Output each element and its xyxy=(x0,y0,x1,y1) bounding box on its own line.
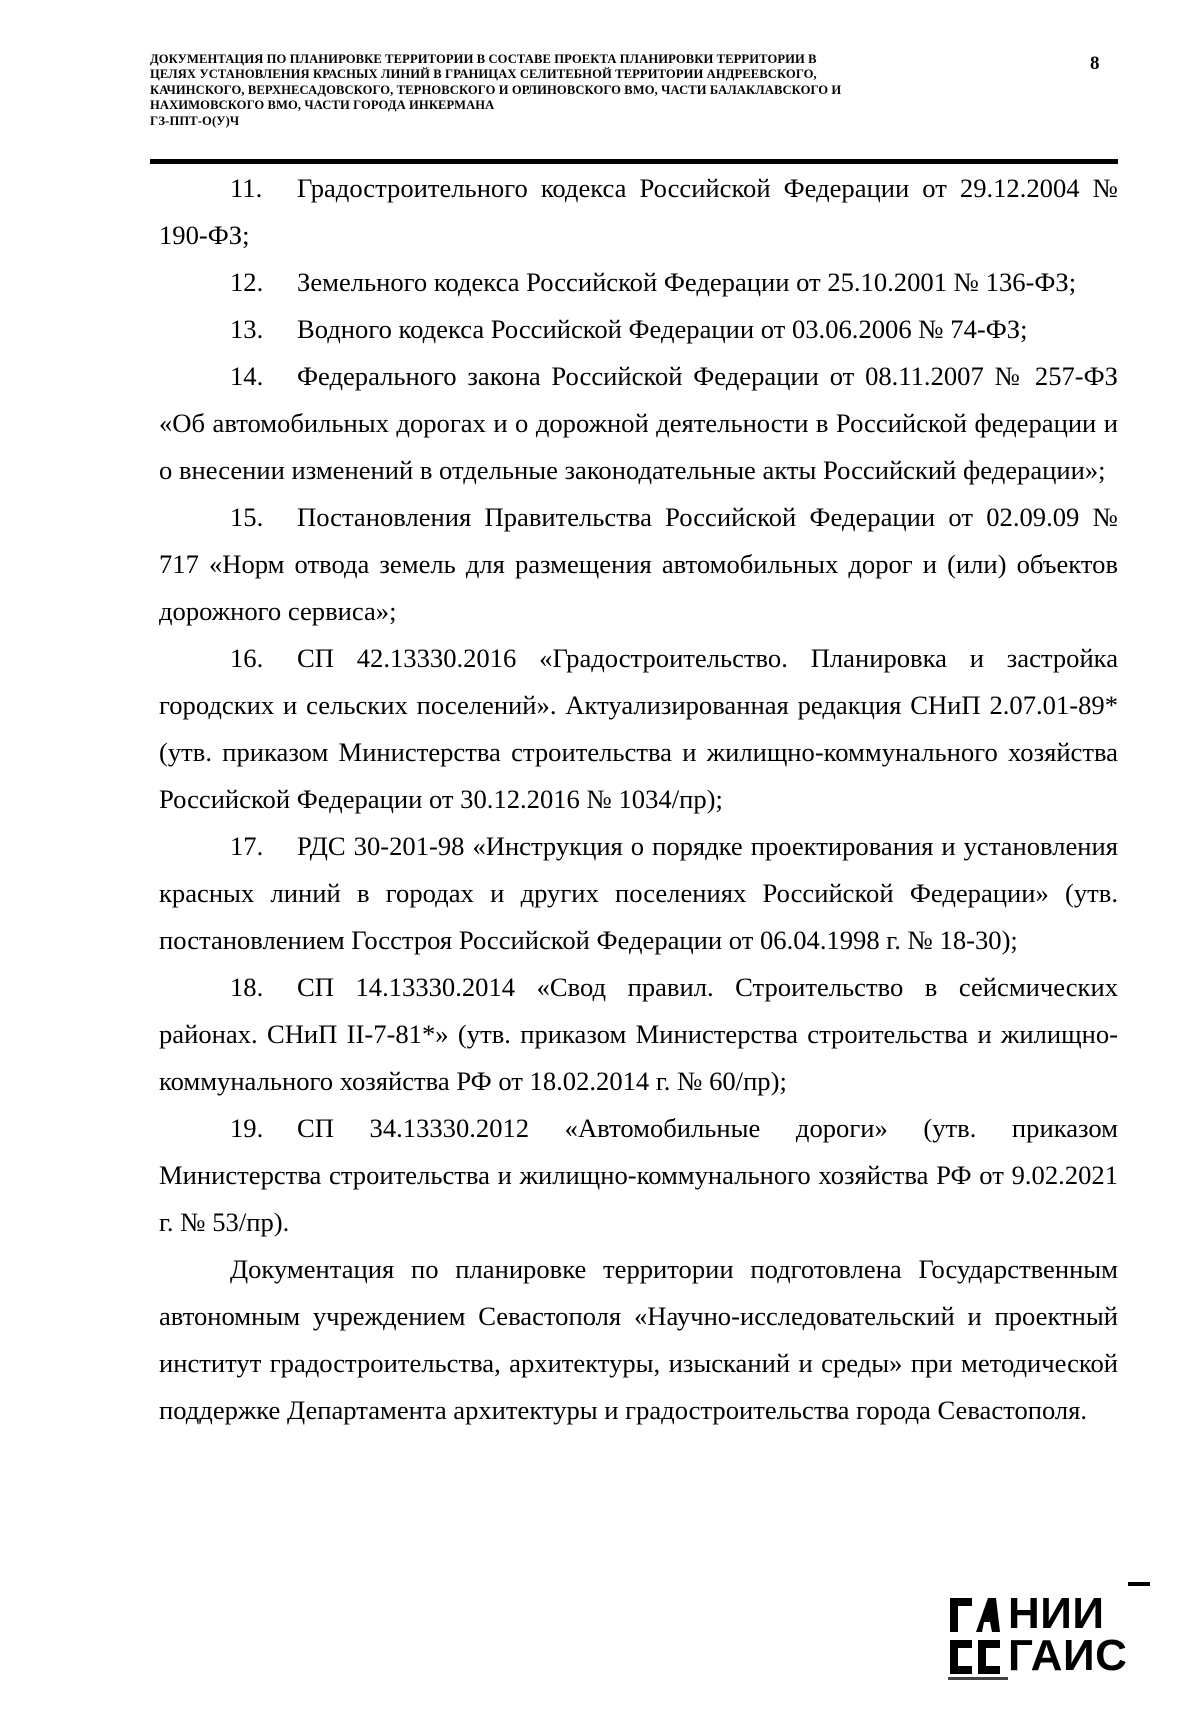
item-text: РДС 30-201-98 «Инструкция о порядке проектирования и установления красных линий в городах и других поселениях Российской Федерации» (утв. постановлением Госстроя Российской Федерации от 06.04.1998 г. № 18-30); xyxy=(159,831,1118,955)
item-text: Постановления Правительства Российской Федерации от 02.09.09 № 717 «Норм отвода земель для размещения автомобильных дорог и (или) объектов дорожного сервиса»; xyxy=(159,502,1118,626)
item-text: СП 34.13330.2012 «Автомобильные дороги» (утв. приказом Министерства строительства и жилищно-коммунального хозяйства РФ от 9.02.2021 г. № 53/пр). xyxy=(159,1113,1118,1237)
item-number: 17. xyxy=(230,831,264,861)
list-item xyxy=(159,964,1118,1105)
list-item xyxy=(159,165,1118,259)
nii-gais-logo xyxy=(948,1589,1128,1684)
item-number: 14. xyxy=(230,361,264,391)
document-header xyxy=(150,52,1050,129)
list-item xyxy=(159,259,1118,306)
header-line: КАЧИНСКОГО, ВЕРХНЕСАДОВСКОГО, ТЕРНОВСКОГО И ОРЛИНОВСКОГО ВМО, ЧАСТИ БАЛАКЛАВСКОГО И xyxy=(150,82,842,97)
list-item xyxy=(159,353,1118,494)
list-item xyxy=(159,635,1118,823)
item-text: Градостроительного кодекса Российской Федерации от 29.12.2004 № 190-ФЗ; xyxy=(159,173,1118,250)
logo-word-gais: ГАИС xyxy=(1008,1631,1128,1680)
item-number: 11. xyxy=(230,173,263,203)
logo-caption-mark xyxy=(948,1676,1008,1682)
item-text: Земельного кодекса Российской Федерации от 25.10.2001 № 136-ФЗ; xyxy=(297,267,1077,297)
item-number: 16. xyxy=(230,643,264,673)
item-number: 13. xyxy=(230,314,264,344)
header-line: ДОКУМЕНТАЦИЯ ПО ПЛАНИРОВКЕ ТЕРРИТОРИИ В СОСТАВЕ ПРОЕКТА ПЛАНИРОВКИ ТЕРРИТОРИИ В xyxy=(150,52,817,66)
header-code: ГЗ-ППТ-О(У)Ч xyxy=(150,113,240,128)
header-line: НАХИМОВСКОГО ВМО, ЧАСТИ ГОРОДА ИНКЕРМАНА xyxy=(150,98,495,113)
item-text: СП 42.13330.2016 «Градостроительство. Планировка и застройка городских и сельских поселений». Актуализированная редакция СНиП 2.07.01-89* (утв. приказом Министерства строительства и жилищно-коммунального хозяйства Российской Федерации от 30.12.2016 № 1034/пр); xyxy=(159,643,1118,814)
document-body xyxy=(159,165,1118,1434)
item-number: 19. xyxy=(230,1113,264,1143)
logo-dash xyxy=(1128,1582,1150,1586)
item-number: 15. xyxy=(230,502,264,532)
item-text: Водного кодекса Российской Федерации от 03.06.2006 № 74-ФЗ; xyxy=(297,314,1028,344)
item-text: СП 14.13330.2014 «Свод правил. Строительство в сейсмических районах. СНиП II-7-81*» (утв. приказом Министерства строительства и жилищно-коммунального хозяйства РФ от 18.02.2014 г. № 60/пр); xyxy=(159,972,1118,1096)
item-text: Федерального закона Российской Федерации от 08.11.2007 № 257-ФЗ «Об автомобильных дорогах и о дорожной деятельности в Российской федерации и о внесении изменений в отдельные законодательные акты Российский федерации»; xyxy=(159,361,1118,485)
item-number: 12. xyxy=(230,267,264,297)
header-line: ЦЕЛЯХ УСТАНОВЛЕНИЯ КРАСНЫХ ЛИНИЙ В ГРАНИЦАХ СЕЛИТЕБНОЙ ТЕРРИТОРИИ АНДРЕЕВСКОГО, xyxy=(150,67,817,82)
closing-paragraph: Документация по планировке территории подготовлена Государственным автономным учреждением Севастополя «Научно-исследовательский и проектный институт градостроительства, архитектуры, изысканий и среды» при методической поддержке Департамента архитектуры и градостроительства города Севастополя. xyxy=(159,1254,1118,1425)
item-number: 18. xyxy=(230,972,264,1002)
list-item xyxy=(159,306,1118,353)
gais-monogram-icon xyxy=(948,1596,1002,1676)
list-item xyxy=(159,823,1118,964)
list-item xyxy=(159,1105,1118,1246)
header-divider xyxy=(150,159,1118,164)
list-item xyxy=(159,494,1118,635)
logo-word-nii: НИИ xyxy=(1008,1589,1105,1638)
page-number: 8 xyxy=(1090,53,1100,74)
